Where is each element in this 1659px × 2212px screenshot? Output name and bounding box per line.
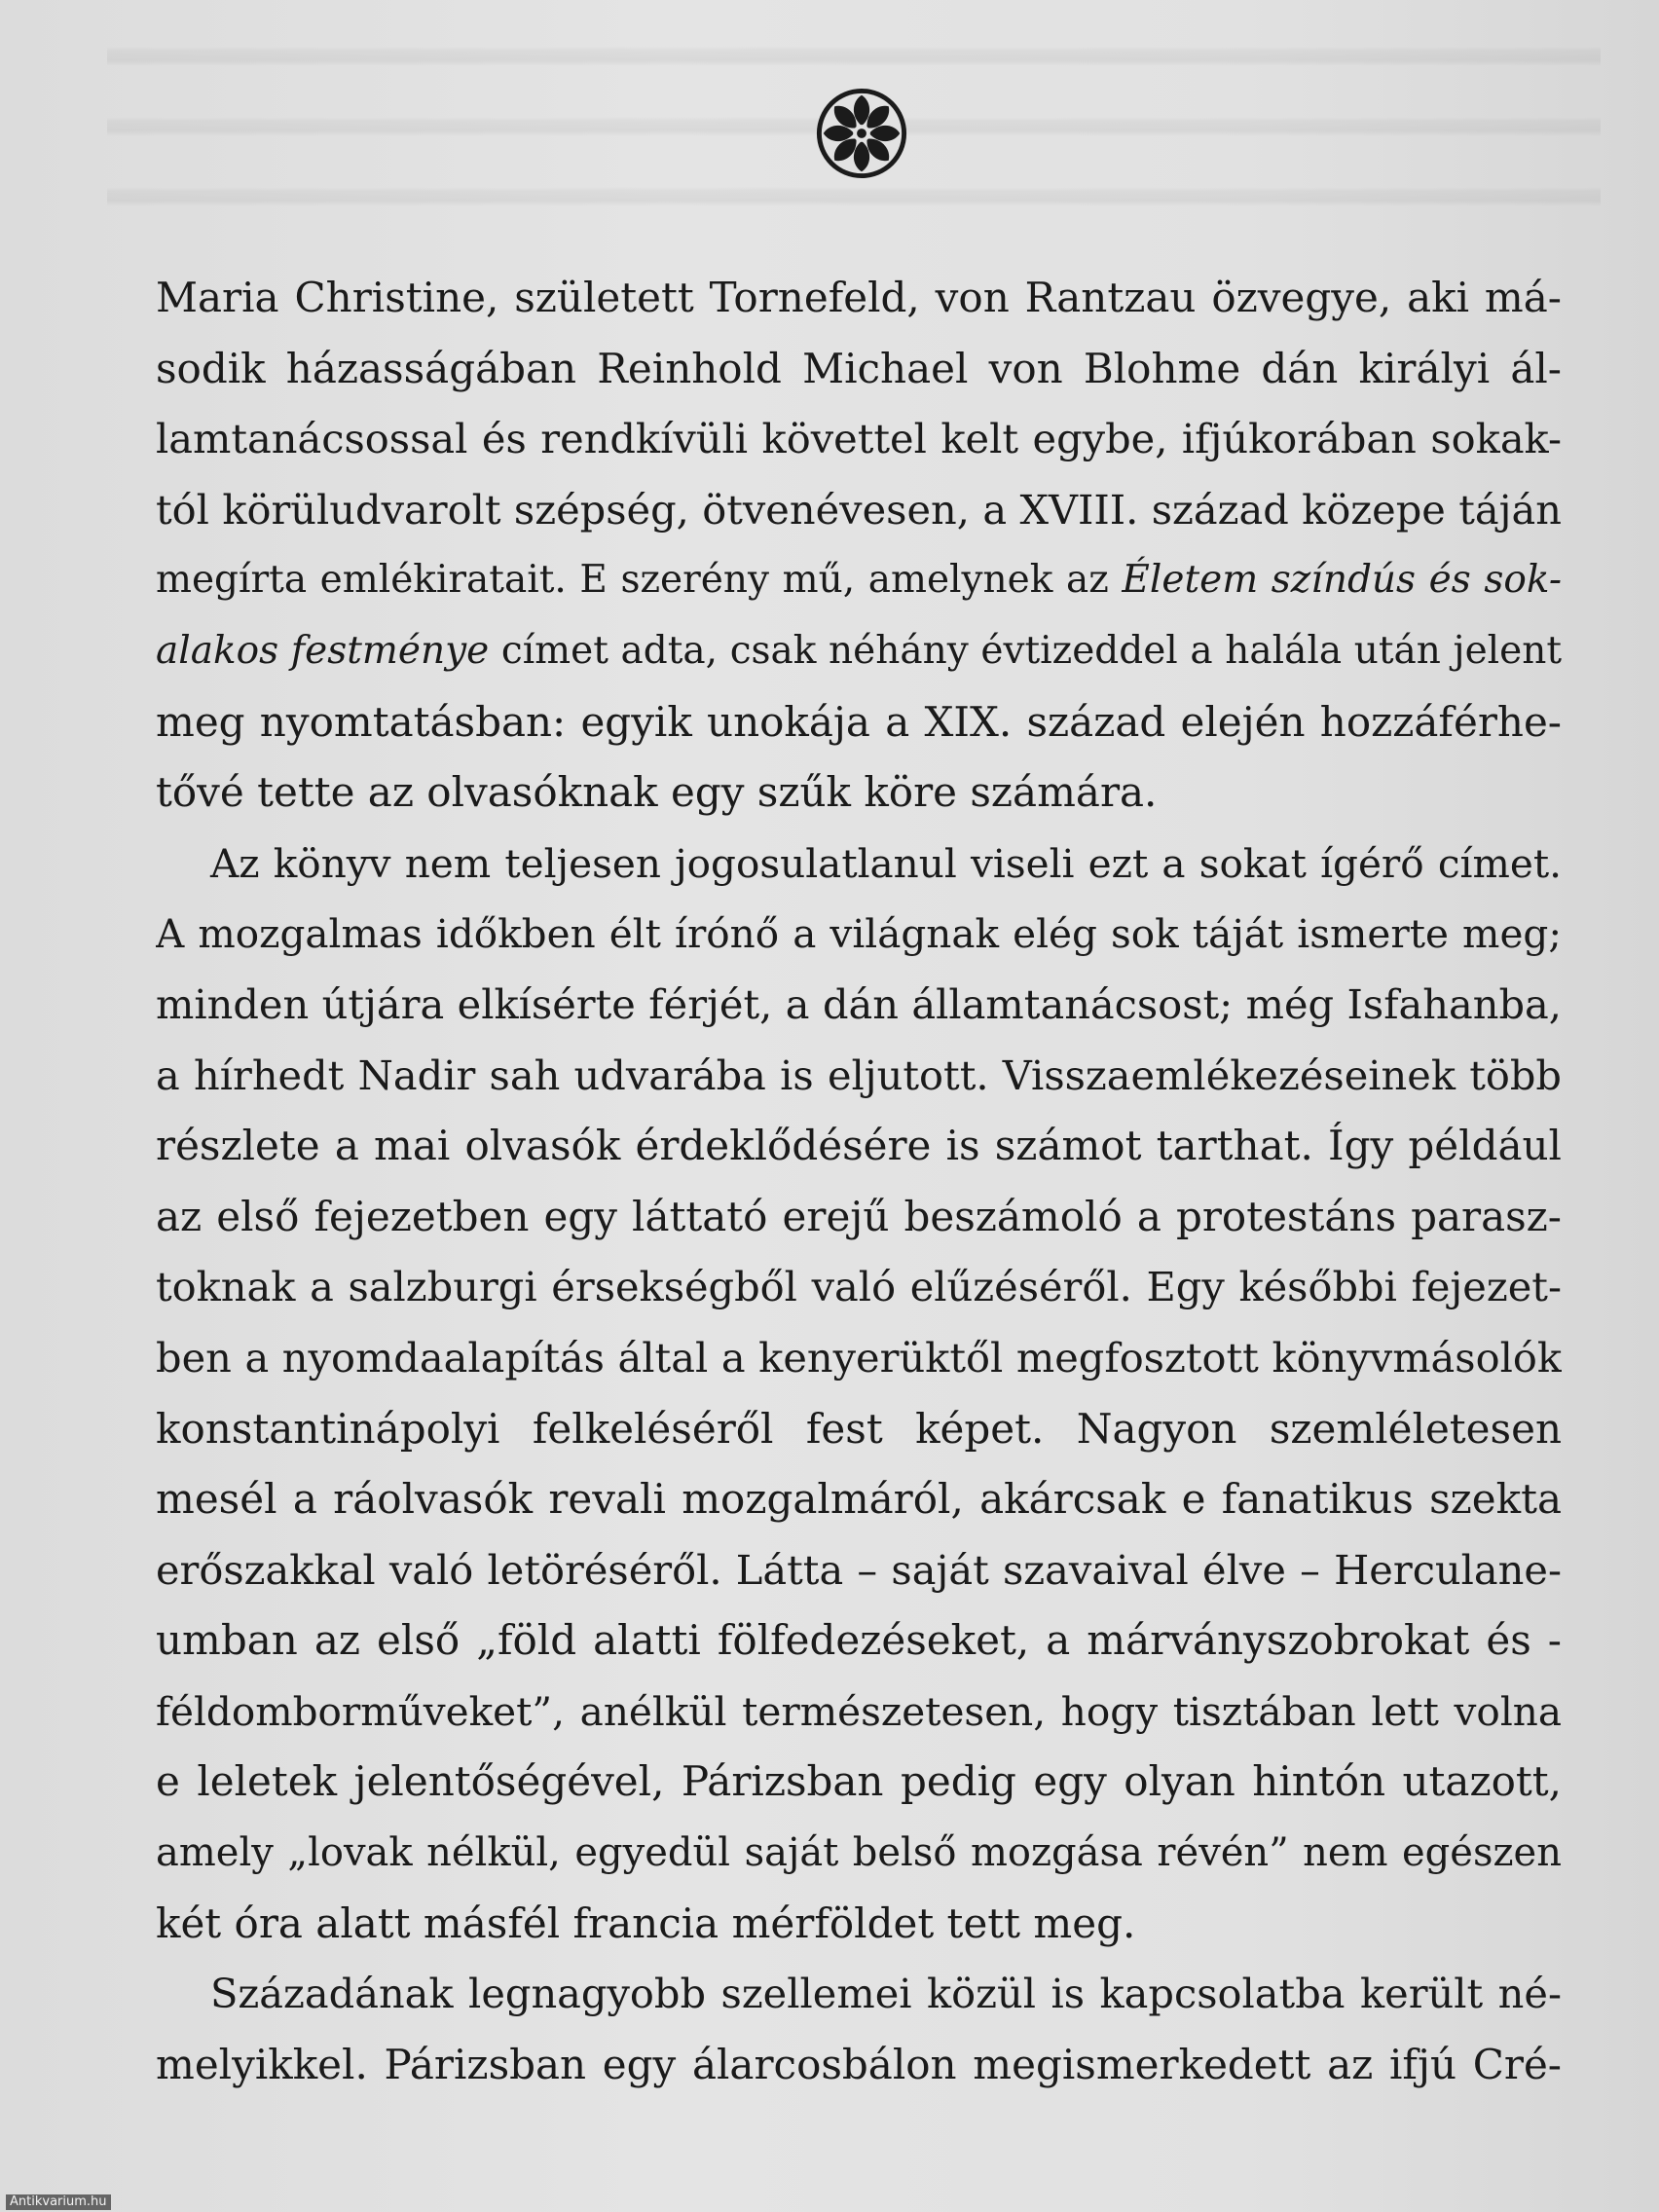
text-segment: Századának legnagyobb szellemei közül is kapcsolatba került né- (210, 1970, 1562, 2018)
text-segment: Maria Christine, született Tornefeld, von Rantzau özvegye, aki má- (156, 274, 1562, 321)
text-line (156, 1605, 1562, 1677)
text-segment: a hírhedt Nadir sah udvarába is eljutott. Visszaemlékezéseinek több (156, 1051, 1562, 1099)
text-segment: erőszakkal való letöréséről. Látta – saját szavaival élve – Herculane- (156, 1545, 1562, 1594)
rosette-flower-icon (814, 86, 909, 181)
text-line (156, 1252, 1562, 1323)
text-line (156, 687, 1562, 758)
text-segment: az első fejezetben egy láttató erejű beszámoló a protestáns parasz- (156, 1192, 1562, 1240)
paragraph (156, 263, 1562, 829)
text-segment: címet adta, csak néhány évtizeddel a halála után jelent (489, 628, 1562, 673)
text-line (156, 1394, 1562, 1465)
text-line (156, 899, 1562, 970)
text-segment: sodik házasságában Reinhold Michael von Blohme dán királyi ál- (156, 344, 1562, 392)
text-segment: A mozgalmas időkben élt írónő a világnak elég sok táját ismerte meg; (156, 910, 1562, 958)
text-segment: ben a nyomdaalapítás által a kenyerüktől megfosztott könyvmásolók (156, 1333, 1562, 1382)
text-segment: umban az első „föld alatti fölfedezéseket, a márványszobrokat és - (156, 1616, 1562, 1665)
text-segment: konstantinápolyi felkeléséről fest képet. Nagyon szemléletesen (156, 1404, 1562, 1453)
text-segment: két óra alatt másfél francia mérföldet tett meg. (156, 1899, 1136, 1947)
text-segment: tól körüludvarolt szépség, ötvenévesen, a XVIII. század közepe táján (156, 485, 1562, 534)
text-segment: megírta emlékiratait. E szerény mű, amelynek az (156, 558, 1123, 603)
body-text (156, 263, 1562, 2100)
text-line (156, 1747, 1562, 1818)
italic-title-text: alakos festménye (156, 628, 490, 673)
text-line (156, 334, 1562, 405)
text-line (156, 263, 1562, 334)
text-segment: toknak a salzburgi érsekségből való elűzéséről. Egy későbbi fejezet- (156, 1263, 1562, 1311)
text-segment: részlete a mai olvasók érdeklődésére is számot tarthat. Így például (156, 1122, 1562, 1170)
text-line (156, 757, 1562, 829)
text-line (156, 970, 1562, 1041)
text-segment: lamtanácsossal és rendkívüli követtel kelt egybe, ifjúkorában sokak- (156, 415, 1562, 463)
text-segment: e leletek jelentőségével, Párizsban pedig egy olyan hintón utazott, (156, 1757, 1562, 1806)
text-line (156, 1323, 1562, 1394)
text-segment: melyikkel. Párizsban egy álarcosbálon megismerkedett az ifjú Cré- (156, 2040, 1562, 2088)
watermark: Antikvarium.hu (6, 2194, 111, 2210)
text-segment: meg nyomtatásban: egyik unokája a XIX. század elején hozzáférhe- (156, 697, 1562, 746)
text-line (156, 1818, 1562, 1889)
text-line (156, 404, 1562, 475)
text-segment: minden útjára elkísérte férjét, a dán államtanácsost; még Isfahanba, (156, 979, 1562, 1028)
text-line (156, 1111, 1562, 1182)
text-segment: mesél a ráolvasók revali mozgalmáról, akárcsak e fanatikus szekta (156, 1475, 1562, 1524)
text-segment: Az könyv nem teljesen jogosulatlanul viseli ezt a sokat ígérő címet. (210, 839, 1562, 887)
italic-title-text: Életem színdús és sok- (1122, 558, 1562, 603)
text-line (156, 1182, 1562, 1253)
text-line (156, 2030, 1562, 2101)
text-line (156, 829, 1562, 900)
text-segment: tővé tette az olvasóknak egy szűk köre számára. (156, 768, 1158, 817)
text-segment: féldomborműveket”, anélkül természetesen, hogy tisztában lett volna (156, 1687, 1562, 1735)
paragraph (156, 1959, 1562, 2100)
paragraph (156, 829, 1562, 1960)
text-line (156, 616, 1562, 687)
text-line (156, 1677, 1562, 1748)
text-line (156, 1535, 1562, 1606)
text-line (156, 545, 1562, 616)
text-line (156, 1464, 1562, 1535)
text-line (156, 1889, 1562, 1960)
text-line (156, 1959, 1562, 2030)
text-line (156, 475, 1562, 546)
text-line (156, 1041, 1562, 1112)
text-segment: amely „lovak nélkül, egyedül saját belső mozgása révén” nem egészen (156, 1830, 1562, 1876)
